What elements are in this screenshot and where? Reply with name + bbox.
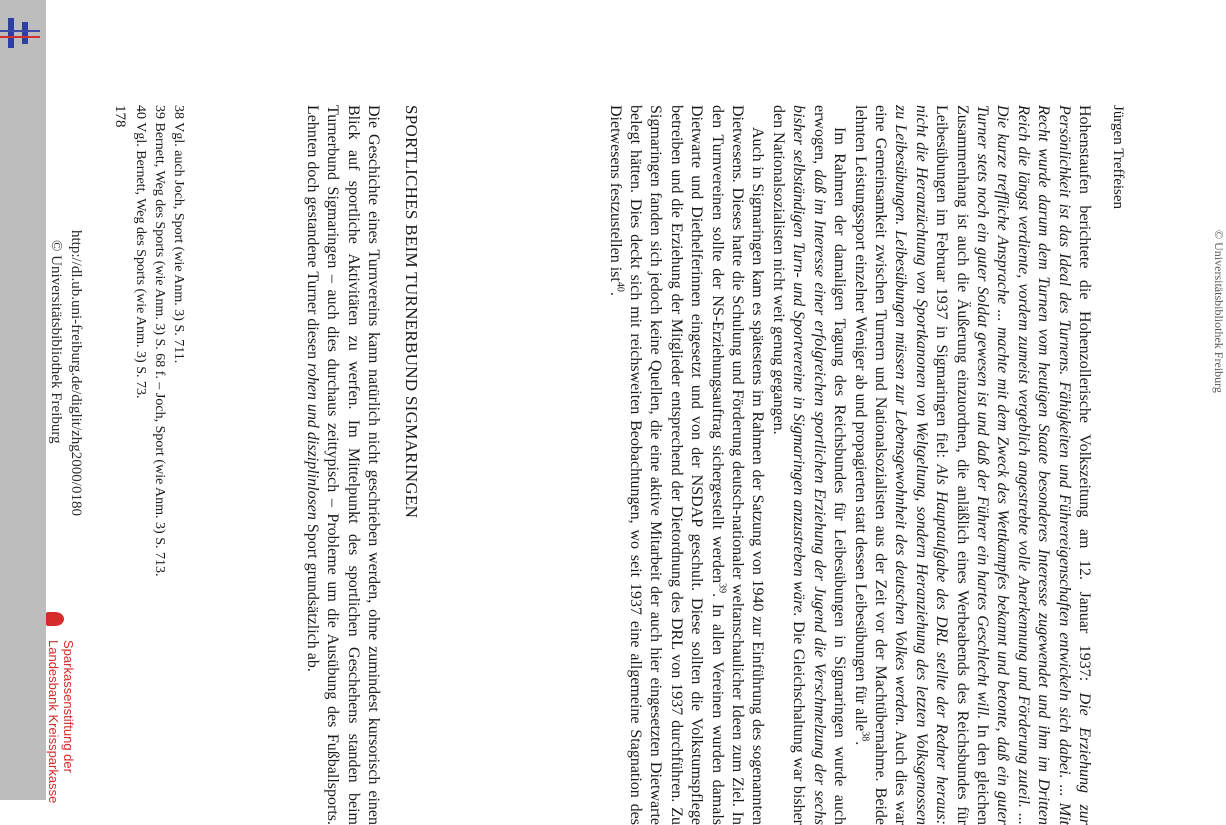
running-head: Jürgen Treffeisen xyxy=(1110,105,1126,210)
cropped-watermark: © Universitätsbibliothek Freiburg xyxy=(1212,230,1226,393)
rotated-page xyxy=(46,0,1226,825)
section-heading: SPORTLICHES BEIM TURNERBUND SIGMARINGEN xyxy=(402,105,421,519)
paragraph: Die Geschichte eines Turnvereins kann natürlich nicht geschrieben werden, ohne zumindest kursorisch einen Blick auf sportliche Aktivitäten zu werfen. Im Mittelpunkt des sportlichen Geschehens standen beim Turnerbund Sigmaringen – auch dies durchaus zeittypisch – Probleme um die Ausübung des Fußballsports. Lehnten doch gestandene Turner diesen rohen und disziplinlosen Sport grundsätzlich ab. xyxy=(303,105,382,825)
copyright-line: © Universitätsbibliothek Freiburg xyxy=(48,240,64,444)
source-url[interactable]: http://dl.ub.uni-freiburg.de/diglit/zhg2000/0180 xyxy=(68,230,84,516)
paragraph: Im Rahmen der damaligen Tagung des Reichsbundes für Leibesübungen in Sigmaringen wurde auch erwogen, daß im Interesse einer erfolgreichen sportlichen Erziehung der Jugend die Verschmelzung der sechs bisher selbständigen Turn- und Sportvereine in Sigmaringen anzustreben wäre. Die Gleichschaltung war bisher den Nationalsozialisten nicht weit genug gegangen. xyxy=(769,105,849,825)
footnotes xyxy=(131,105,188,576)
footnote: 38 Vgl. auch Joch, Sport (wie Anm. 3) S. 711. xyxy=(171,105,186,364)
body-text xyxy=(604,105,1094,825)
footnote: 39 Bernett, Weg des Sports (wie Anm. 3) S. 68 f. – Joch, Sport (wie Anm. 3) S. 713. xyxy=(152,105,167,577)
logo-stripe xyxy=(0,30,40,32)
paragraph: Hohenstaufen berichtete die Hohenzollerische Volkszeitung am 12. Januar 1937: Die Erziehung zur Persönlichkeit ist das Ideal des Turnens. Fähigkeiten und Führereigenschaften entwickeln sich dabei. ... Mit Recht wurde darum dem Turnen vom heutigen Staate besonderes Interesse zugewendet und ihm im Dritten Reich die längst verdiente, vordem zumeist vergeblich angestrebte volle Anerkennung und Förderung zuteil. ... Die kurze treffliche Ansprache ... machte mit dem Zweck des Wettkampfes bekannt und betonte, daß ein guter Turner stets noch ein guter Soldat gewesen ist und daß der Führer ein hartes Geschlecht will. In den gleichen Zusammenhang ist auch die Äußerung einzuordnen, die anläßlich eines Werbeabends des Reichsbundes für Leibesübungen im Februar 1937 in Sigmaringen fiel: Als Hauptaufgabe des DRL stellte der Redner heraus: nicht die Heranzüchtung von Sportkanonen von Weltgeltung, sondern Heranziehung des letzten Volksgenossen zu Leibesübungen. Leibesübungen müssen zur Lebensgewohnheit des deutschen Volkes werden. Auch dies war eine Gemeinsamkeit zwischen Turnern und Nationalsozialisten aus der Zeit vor der Machtübernahme. Beide lehnten Leistungssport einzelner Weniger ab und propagierten statt dessen Leibesübungen für alle$^{38}$. xyxy=(851,105,1093,825)
footnote: 40 Vgl. Bernett, Weg des Sports (wie Anm. 3) S. 73. xyxy=(133,105,148,399)
sparkasse-logo-icon xyxy=(46,612,64,626)
viewer-side-strip xyxy=(0,0,46,800)
library-logo-icon-part xyxy=(22,22,28,44)
logo-stripe xyxy=(0,36,40,38)
sponsor-label: Sparkassenstiftung der Landesbank Kreissparkasse xyxy=(46,640,76,804)
paragraph: Auch in Sigmaringen kam es spätestens im Rahmen der Satzung von 1940 zur Einführung des sogenannten Dietwesens. Dieses hatte die Schulung und Förderung deutsch-nationaler weltanschaulicher Ideen zum Ziel. In den Turnvereinen sollte der NS-Erziehungsauftrag sichergestellt werden$^{39}$. In allen Vereinen wurden damals Dietwarte und Diethelferinnen eingesetzt und von der NSDAP geschult. Diese sollten die Volkstumspflege betreiben und die Erziehung der Mitglieder entsprechend der Dietordnung des DRL von 1937 durchführen. Zu Sigmaringen fanden sich jedoch keine Quellen, die eine aktive Mitarbeit der auch hier eingesetzten Dietwarte belegt hätten. Dies deckt sich mit reichsweiten Beobachtungen, wo seit 1937 eine allgemeine Stagnation des Dietwesens festzustellen ist$^{40}$. xyxy=(606,105,767,825)
library-logo-icon xyxy=(8,18,14,48)
page-number: 178 xyxy=(112,105,128,128)
